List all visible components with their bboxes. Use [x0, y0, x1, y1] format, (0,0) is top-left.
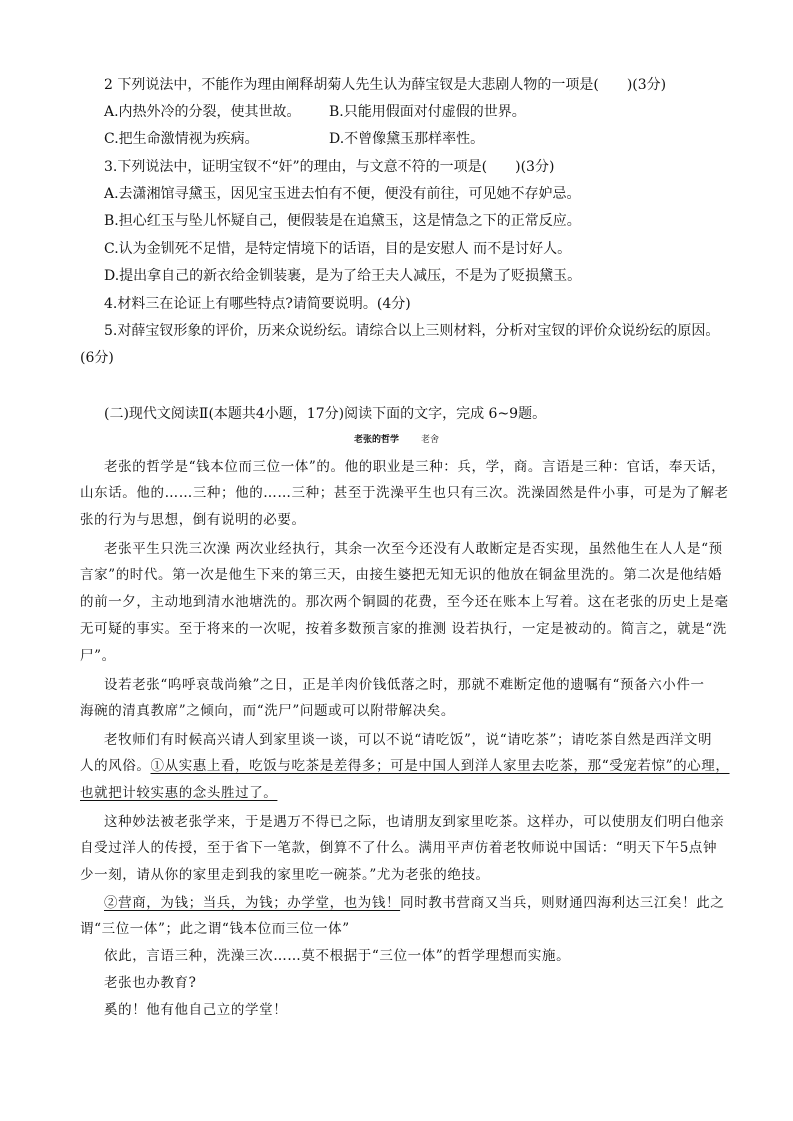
p5-line-2: 自受过洋人的传授，至于省下一笔款，倒算不了什么。满用平声仿着老牧师说中国话：“明天下午5点钟 — [80, 840, 718, 856]
p6-line-1-plain: 同时教书营商又当兵，则财通四海利达三江矣！此之 — [400, 895, 725, 911]
question-2-option-c: C.把生命激情视为疾病。 — [104, 131, 259, 147]
p3-line-2: 海碗的清真教席”之倾向，而“洗尸”问题或可以附带解决矣。 — [80, 703, 456, 719]
question-2-option-a: A.内热外冷的分裂，使其世故。 — [104, 104, 301, 120]
article-title: 老张的哲学 — [353, 435, 399, 445]
p6-line-1 — [104, 894, 724, 912]
question-3-option-a: A.去潇湘馆寻黛玉，因见宝玉进去怕有不便，便没有前往，可见她不存妒忌。 — [104, 186, 581, 202]
p2-line-1: 老张平生只洗三次澡 两次业经执行，其余一次至今还没有人敢断定是否实现，虽然他生在人人是“预 — [104, 541, 723, 557]
underlined-sentence-1-cont: 也就把计较实惠的念头胜过了。 — [80, 785, 278, 801]
question-2-stem: 2 下列说法中，不能作为理由阐释胡菊人先生认为薛宝钗是大悲剧人物的一项是( )(3分) — [104, 77, 667, 93]
p3-line-1: 设若老张“呜呼哀哉尚飨”之日，正是羊肉价钱低落之时，那就不难断定他的遗嘱有“预备六小件一 — [104, 677, 705, 693]
section-heading: (二)现代文阅读Ⅱ(本题共4小题，17分)阅读下面的文字，完成 6~9题。 — [104, 406, 547, 422]
question-5-line-1: 5.对薛宝钗形象的评价，历来众说纷纭。请综合以上三则材料，分析对宝钗的评价众说纷纭的原因。 — [104, 323, 720, 339]
p8: 老张也办教育? — [104, 975, 197, 991]
p6-line-2: 谓“三位一体”；此之谓“钱本位而三位一体” — [80, 921, 350, 937]
article-title-line — [0, 431, 793, 449]
p2-line-3: 的前一夕，主动地到清水池塘洗的。那次两个铜圆的花费，至今还在账本上写着。这在老张的历史上是毫 — [80, 594, 729, 610]
question-3-stem: 3.下列说法中，证明宝钗不“奸”的理由，与文意不符的一项是( )(3分) — [104, 159, 555, 175]
p2-line-2: 言家”的时代。第一次是他生下来的第三天，由接生婆把无知无识的他放在铜盆里洗的。第二次是他结婚 — [80, 567, 722, 583]
p4-line-1: 老牧师们有时候高兴请人到家里谈一谈，可以不说“请吃饭”，说“请吃茶”；请吃茶自然是西洋文明 — [104, 732, 713, 748]
p7: 依此，言语三种，洗澡三次……莫不根据于“三位一体”的哲学理想而实施。 — [104, 948, 571, 964]
question-2-option-d: D.不曾像黛玉那样率性。 — [329, 131, 485, 147]
p4-line-2 — [80, 757, 730, 775]
question-3-option-c: C.认为金钏死不足惜，是特定情境下的话语，目的是安慰人 而不是讨好人。 — [104, 241, 572, 257]
question-5-line-2: (6分) — [80, 350, 114, 366]
p5-line-3: 少一刻，请从你的家里走到我的家里吃一碗茶。”尤为老张的绝技。 — [80, 867, 490, 883]
question-3-option-b: B.担心红玉与坠儿怀疑自己，便假装是在追黛玉，这是情急之下的正常反应。 — [104, 213, 581, 229]
p2-line-5: 尸”。 — [80, 648, 116, 664]
p9: 奚的！他有他自己立的学堂！ — [104, 1002, 288, 1018]
question-3-option-d: D.提出拿自己的新衣给金钏装裹，是为了给王夫人减压，不是为了贬损黛玉。 — [104, 268, 582, 284]
underlined-sentence-1: ①从实惠上看，吃饭与吃茶是差得多；可是中国人到洋人家里去吃茶，那“受宠若惊”的心理， — [150, 758, 730, 774]
question-2-option-b: B.只能用假面对付虚假的世界。 — [329, 104, 526, 120]
underlined-sentence-2: ②营商，为钱；当兵，为钱；办学堂，也为钱！ — [104, 895, 401, 911]
p4-line-2-plain: 人的风俗。 — [80, 758, 151, 774]
article-author: 老舍 — [421, 435, 440, 445]
p1-line-2: 山东话。他的……三种；他的……三种；甚至于洗澡平生也只有三次。洗澡固然是件小事，可是为了解老 — [80, 485, 729, 501]
p1-line-1: 老张的哲学是“钱本位而三位一体”的。他的职业是三种：兵，学，商。言语是三种：官话，奉天话， — [104, 459, 726, 475]
question-4: 4.材料三在论证上有哪些特点?请简要说明。(4分) — [104, 296, 411, 312]
p2-line-4: 无可疑的事实。至于将来的一次呢，按着多数预言家的推测 设若执行，一定是被动的。简言之，就是“洗 — [80, 621, 727, 637]
p5-line-1: 这种妙法被老张学来，于是遇万不得已之际，也请朋友到家里吃茶。这样办，可以使朋友们明白他亲 — [104, 814, 725, 830]
p1-line-3: 张的行为与思想，倒有说明的必要。 — [80, 512, 306, 528]
